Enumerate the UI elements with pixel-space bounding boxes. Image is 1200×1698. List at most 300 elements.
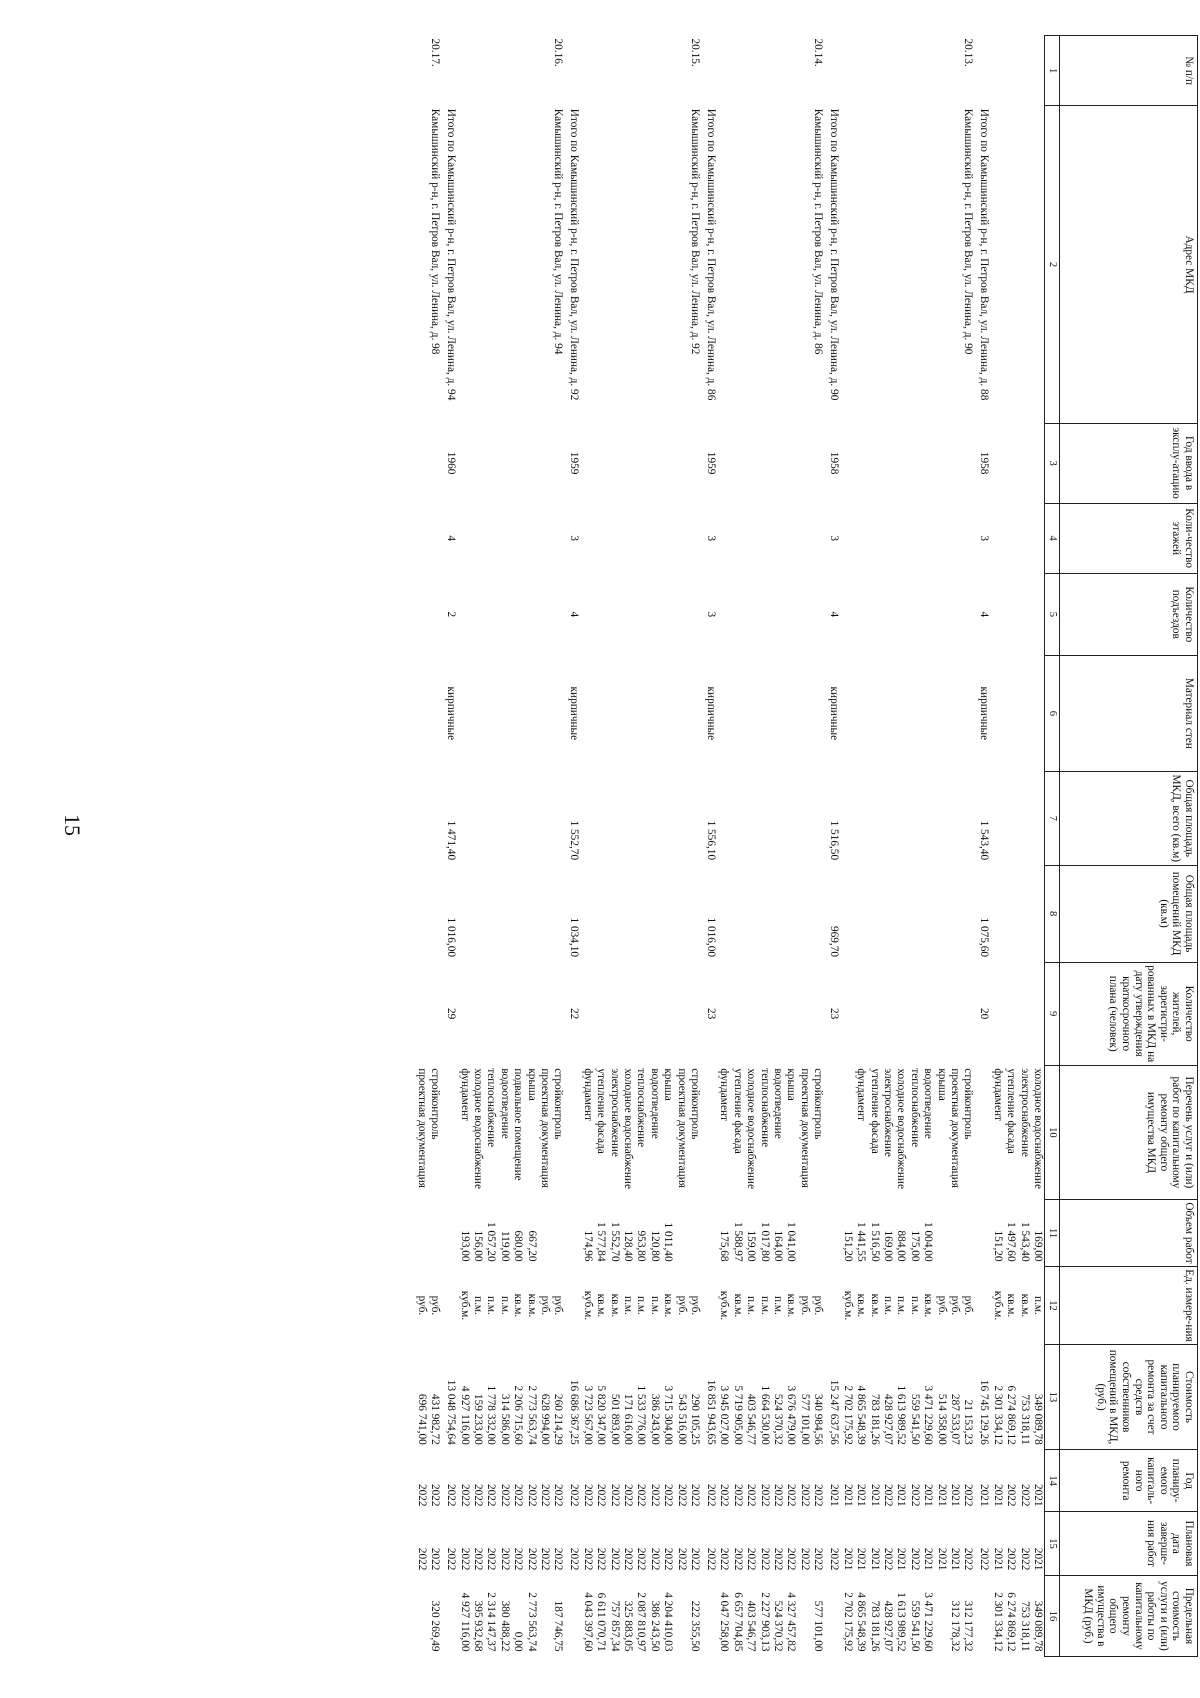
cell-limit-cost: 4 047 258,00: [718, 1592, 731, 1652]
cell-limit-cost: 325 883,05: [622, 1600, 635, 1652]
cell-completion-date: 2022: [635, 1547, 648, 1571]
header-row: [1060, 36, 1198, 1657]
cell-row-number: [798, 36, 811, 106]
table-body: [414, 36, 1044, 1657]
cell-work-volume: [688, 1200, 701, 1267]
repair-plan-table: [414, 35, 1198, 1657]
cell-floors: [811, 503, 824, 573]
cell-entrances: [717, 573, 730, 655]
cell-address: [934, 106, 947, 423]
cell-year-built: [647, 423, 660, 503]
cell-entrances: [907, 573, 920, 655]
cell-total-area: [634, 771, 647, 865]
cell-completion-date: 2022: [689, 1547, 702, 1571]
cell-row-number: [934, 36, 947, 106]
cell-address: [457, 106, 470, 423]
cell-completion-date: 2022: [498, 1547, 511, 1571]
cell-entrances: 3: [705, 611, 718, 618]
table-row: [607, 36, 620, 1657]
cell-work-volume: 175,68: [718, 1230, 731, 1262]
cell-floors: [551, 503, 564, 573]
cell-work-volume: 151,20: [991, 1230, 1004, 1262]
cell-planned-cost: 524 370,32: [772, 1393, 785, 1445]
cell-planned-year: 2021: [895, 1483, 908, 1507]
cell-completion-date: 2022: [429, 1547, 442, 1571]
cell-floors: [717, 503, 730, 573]
table-row: [934, 36, 947, 1657]
cell-unit: кв.м.: [785, 1293, 798, 1318]
cell-work-volume: 680,00: [512, 1230, 525, 1262]
cell-premises-area: 969,70: [828, 925, 841, 958]
cell-premises-area: [961, 865, 974, 962]
cell-planned-year: 2022: [662, 1483, 675, 1507]
cell-work-volume: 120,80: [648, 1230, 661, 1262]
cell-premises-area: [771, 865, 784, 962]
cell-work-volume: 193,00: [458, 1230, 471, 1262]
cell-total-area: [1017, 771, 1030, 865]
cell-entrances: [1017, 573, 1030, 655]
cell-entrances: 2: [445, 611, 458, 618]
cell-row-number: [867, 36, 880, 106]
cell-completion-date: 2021: [868, 1547, 881, 1571]
cell-unit: руб.: [415, 1295, 428, 1316]
table-row: [701, 36, 717, 1657]
cell-wall-material: [894, 655, 907, 771]
cell-entrances: [934, 573, 947, 655]
cell-wall-material: [854, 655, 867, 771]
cell-address: [1004, 106, 1017, 423]
cell-wall-material: [744, 655, 757, 771]
cell-floors: [1004, 503, 1017, 573]
cell-premises-area: [840, 865, 853, 962]
cell-completion-date: 2021: [948, 1547, 961, 1571]
cell-limit-cost: 757 857,34: [608, 1600, 621, 1652]
cell-planned-year: 2021: [855, 1483, 868, 1507]
cell-entrances: 4: [978, 611, 991, 618]
cell-row-number: 20.14.: [812, 38, 825, 67]
cell-address: Камышинский р-н, г. Петров Вал, ул. Ленина, д. 86: [812, 108, 825, 355]
cell-residents: [414, 962, 427, 1065]
cell-premises-area: [934, 865, 947, 962]
cell-year-built: [881, 423, 894, 503]
cell-address: [744, 106, 757, 423]
cell-year-built: [428, 423, 441, 503]
cell-year-built: [1017, 423, 1030, 503]
cell-completion-date: 2022: [908, 1547, 921, 1571]
cell-planned-cost: 543 516,00: [675, 1393, 688, 1445]
cell-year-built: [538, 423, 551, 503]
cell-premises-area: [484, 865, 497, 962]
cell-total-area: [990, 771, 1003, 865]
table-row: [621, 36, 634, 1657]
cell-planned-year: 2021: [948, 1483, 961, 1507]
cell-floors: [894, 503, 907, 573]
cell-row-number: [824, 36, 840, 106]
cell-entrances: [744, 573, 757, 655]
cell-year-built: [1031, 423, 1045, 503]
cell-wall-material: [717, 655, 730, 771]
cell-completion-date: 2022: [471, 1547, 484, 1571]
cell-year-built: [894, 423, 907, 503]
cell-residents: [674, 962, 687, 1065]
cell-limit-cost: 428 927,07: [881, 1600, 894, 1652]
table-row: [674, 36, 687, 1657]
cell-residents: [524, 962, 537, 1065]
cell-completion-date: 2022: [415, 1547, 428, 1571]
cell-planned-cost: 431 982,72: [429, 1393, 442, 1445]
cell-address: [771, 106, 784, 423]
cell-work-volume: 1 441,55: [855, 1222, 868, 1262]
cell-planned-year: 2022: [705, 1483, 718, 1507]
column-number: 6: [1045, 655, 1060, 771]
cell-planned-cost: 5 719 905,00: [731, 1385, 744, 1445]
cell-premises-area: [784, 865, 797, 962]
cell-address: [854, 106, 867, 423]
cell-completion-date: 2022: [785, 1547, 798, 1571]
table-row: [524, 36, 537, 1657]
cell-work-type: теплоснабжение: [758, 1068, 771, 1148]
cell-premises-area: [688, 865, 701, 962]
cell-premises-area: [744, 865, 757, 962]
cell-year-built: [457, 423, 470, 503]
cell-limit-cost: 559 541,50: [908, 1600, 921, 1652]
cell-residents: [717, 962, 730, 1065]
cell-limit-cost: 187 746,75: [552, 1600, 565, 1652]
cell-row-number: 20.15.: [689, 38, 702, 67]
cell-work-volume: [674, 1200, 687, 1267]
cell-unit: руб.: [539, 1295, 551, 1316]
cell-unit: [564, 1267, 580, 1345]
cell-wall-material: [881, 655, 894, 771]
cell-planned-cost: 16 745 129,26: [978, 1379, 991, 1445]
cell-address: Итого по Камышинский р-н, г. Петров Вал, ул. Ленина, д. 92: [568, 108, 581, 401]
cell-total-area: [744, 771, 757, 865]
cell-row-number: [840, 36, 853, 106]
cell-work-type: фундамент: [581, 1068, 594, 1121]
cell-limit-cost: 6 611 070,71: [595, 1592, 608, 1652]
table-row: [840, 36, 853, 1657]
cell-floors: [744, 503, 757, 573]
cell-floors: [881, 503, 894, 573]
cell-floors: [634, 503, 647, 573]
cell-completion-date: 2021: [922, 1547, 935, 1571]
cell-address: [594, 106, 607, 423]
cell-planned-year: 2022: [812, 1483, 825, 1507]
cell-entrances: [784, 573, 797, 655]
cell-wall-material: [538, 655, 551, 771]
cell-work-type: теплоснабжение: [485, 1068, 498, 1148]
cell-limit-cost: 0,00: [512, 1631, 525, 1652]
cell-planned-cost: 16 851 943,65: [705, 1379, 718, 1445]
column-number: 8: [1045, 865, 1060, 962]
cell-residents: [1031, 962, 1045, 1065]
cell-planned-cost: 16 686 367,25: [568, 1379, 581, 1445]
cell-unit: п.м.: [881, 1296, 894, 1315]
cell-residents: [688, 962, 701, 1065]
cell-residents: [1004, 962, 1017, 1065]
cell-row-number: [538, 36, 551, 106]
cell-entrances: [457, 573, 470, 655]
cell-wall-material: [948, 655, 961, 771]
cell-limit-cost: 6 274 869,12: [1005, 1592, 1018, 1652]
cell-work-type: стройконтроль: [812, 1068, 825, 1140]
cell-wall-material: [1017, 655, 1030, 771]
cell-unit: п.м.: [758, 1296, 771, 1315]
cell-floors: 3: [978, 535, 991, 541]
cell-work-volume: 1 017,80: [758, 1222, 771, 1262]
cell-work-volume: [428, 1200, 441, 1267]
cell-planned-year: 2021: [1032, 1483, 1044, 1507]
cell-entrances: [771, 573, 784, 655]
cell-entrances: [497, 573, 510, 655]
cell-residents: [784, 962, 797, 1065]
cell-address: [647, 106, 660, 423]
cell-year-built: [497, 423, 510, 503]
cell-completion-date: 2022: [581, 1547, 594, 1571]
cell-residents: [881, 962, 894, 1065]
cell-unit: п.м.: [772, 1296, 785, 1315]
cell-year-built: [798, 423, 811, 503]
cell-floors: 3: [568, 535, 581, 541]
cell-planned-cost: 577 101,00: [798, 1393, 811, 1445]
cell-wall-material: [647, 655, 660, 771]
cell-address: Камышинский р-н, г. Петров Вал, ул. Ленина, д. 98: [429, 108, 442, 355]
cell-wall-material: [730, 655, 743, 771]
cell-row-number: [730, 36, 743, 106]
cell-row-number: [484, 36, 497, 106]
header-cell: Предельная стоимость услуги и (или) работы по капитальному ремонту общего имущества в МКД (руб.): [1060, 1575, 1198, 1656]
cell-work-volume: 1 004,00: [922, 1222, 935, 1262]
cell-work-volume: 667,20: [525, 1230, 538, 1262]
cell-planned-cost: 1 778 332,00: [485, 1385, 498, 1445]
cell-limit-cost: 4 204 410,03: [662, 1592, 675, 1652]
table-row: [798, 36, 811, 1657]
cell-entrances: [854, 573, 867, 655]
cell-unit: куб.м.: [581, 1290, 594, 1321]
cell-premises-area: [580, 865, 593, 962]
cell-work-type: холодное водоснабжение: [622, 1068, 635, 1189]
cell-entrances: [538, 573, 551, 655]
cell-planned-year: 2022: [785, 1483, 798, 1507]
cell-completion-date: 2022: [718, 1547, 731, 1571]
table-row: [428, 36, 441, 1657]
cell-wall-material: [580, 655, 593, 771]
cell-planned-cost: 3 723 567,00: [581, 1385, 594, 1445]
cell-entrances: [484, 573, 497, 655]
table-row: [1031, 36, 1045, 1657]
cell-premises-area: [921, 865, 934, 962]
cell-premises-area: [607, 865, 620, 962]
cell-unit: руб.: [552, 1295, 565, 1316]
cell-work-type: утепление фасада: [868, 1068, 881, 1154]
cell-limit-cost: 2 702 175,92: [841, 1592, 854, 1652]
cell-total-area: [784, 771, 797, 865]
cell-limit-cost: 2 227 903,13: [758, 1592, 771, 1652]
cell-entrances: [757, 573, 770, 655]
cell-premises-area: [948, 865, 961, 962]
cell-work-volume: 1 516,50: [868, 1222, 881, 1262]
cell-planned-year: 2022: [731, 1483, 744, 1507]
cell-wall-material: [484, 655, 497, 771]
cell-work-type: [840, 1065, 853, 1199]
cell-planned-cost: 260 214,29: [552, 1393, 565, 1445]
cell-completion-date: 2022: [745, 1547, 758, 1571]
cell-planned-year: 2022: [415, 1483, 428, 1507]
cell-total-area: 1 471,40: [445, 820, 458, 861]
cell-planned-cost: 15 247 637,56: [828, 1379, 841, 1445]
cell-year-built: [717, 423, 730, 503]
cell-row-number: [907, 36, 920, 106]
cell-premises-area: [730, 865, 743, 962]
table-row: [771, 36, 784, 1657]
cell-premises-area: 1 016,00: [445, 917, 458, 958]
cell-completion-date: 2021: [935, 1547, 948, 1571]
cell-row-number: [948, 36, 961, 106]
cell-year-built: [621, 423, 634, 503]
cell-limit-cost: 395 932,68: [471, 1600, 484, 1652]
cell-wall-material: [811, 655, 824, 771]
cell-floors: [688, 503, 701, 573]
table-row: [511, 36, 524, 1657]
cell-wall-material: [661, 655, 674, 771]
cell-completion-date: 2022: [978, 1547, 991, 1571]
cell-planned-year: 2022: [552, 1483, 565, 1507]
cell-unit: кв.м.: [608, 1293, 621, 1318]
cell-year-built: [511, 423, 524, 503]
cell-planned-year: 2022: [648, 1483, 661, 1507]
cell-year-built: [580, 423, 593, 503]
column-number: 15: [1045, 1512, 1060, 1576]
cell-floors: 4: [445, 535, 458, 541]
cell-completion-date: 2022: [828, 1547, 841, 1571]
cell-planned-cost: 696 741,00: [415, 1393, 428, 1445]
cell-wall-material: [594, 655, 607, 771]
cell-work-type: утепление фасада: [731, 1068, 744, 1154]
cell-residents: [840, 962, 853, 1065]
cell-planned-year: 2021: [841, 1483, 854, 1507]
cell-work-type: стройконтроль: [689, 1068, 702, 1140]
cell-completion-date: 2022: [512, 1547, 525, 1571]
cell-unit: кв.м.: [1018, 1293, 1031, 1318]
cell-address: Камышинский р-н, г. Петров Вал, ул. Ленина, д. 94: [552, 108, 565, 355]
cell-work-volume: [948, 1200, 961, 1267]
cell-work-volume: [811, 1200, 824, 1267]
cell-work-type: фундамент: [855, 1068, 868, 1121]
cell-total-area: [811, 771, 824, 865]
table-row: [688, 36, 701, 1657]
cell-completion-date: 2022: [1018, 1547, 1031, 1571]
cell-planned-cost: 4 927 116,00: [458, 1385, 471, 1445]
cell-wall-material: [607, 655, 620, 771]
cell-wall-material: [457, 655, 470, 771]
cell-entrances: [948, 573, 961, 655]
cell-unit: п.м.: [622, 1296, 635, 1315]
cell-row-number: [771, 36, 784, 106]
cell-total-area: [840, 771, 853, 865]
cell-address: Камышинский р-н, г. Петров Вал, ул. Ленина, д. 90: [962, 108, 975, 355]
cell-work-volume: 1 057,20: [485, 1222, 498, 1262]
cell-address: [798, 106, 811, 423]
table-row: [647, 36, 660, 1657]
cell-residents: [730, 962, 743, 1065]
cell-wall-material: [990, 655, 1003, 771]
table-row: [854, 36, 867, 1657]
cell-completion-date: 2022: [622, 1547, 635, 1571]
cell-entrances: [730, 573, 743, 655]
cell-floors: [840, 503, 853, 573]
cell-limit-cost: [441, 1575, 457, 1656]
cell-work-volume: [414, 1200, 427, 1267]
cell-floors: [934, 503, 947, 573]
cell-row-number: [497, 36, 510, 106]
table-row: [471, 36, 484, 1657]
cell-unit: п.м.: [1032, 1296, 1044, 1315]
table-row: [867, 36, 880, 1657]
cell-planned-cost: 783 181,26: [868, 1393, 881, 1445]
cell-work-type: водоотведение: [922, 1068, 935, 1139]
cell-total-area: 1 552,70: [568, 820, 581, 861]
cell-unit: кв.м.: [855, 1293, 868, 1318]
table-row: [580, 36, 593, 1657]
cell-work-volume: [538, 1200, 551, 1267]
cell-planned-year: 2021: [935, 1483, 948, 1507]
cell-residents: [961, 962, 974, 1065]
cell-work-type: электроснабжение: [1018, 1068, 1031, 1157]
cell-unit: кв.м.: [1005, 1293, 1018, 1318]
cell-work-volume: 174,96: [581, 1230, 594, 1262]
cell-premises-area: [457, 865, 470, 962]
cell-wall-material: [674, 655, 687, 771]
cell-premises-area: [757, 865, 770, 962]
cell-planned-year: 2022: [445, 1483, 458, 1507]
cell-work-volume: [551, 1200, 564, 1267]
column-number: 11: [1045, 1200, 1060, 1267]
column-number: 10: [1045, 1065, 1060, 1199]
cell-planned-cost: 349 089,78: [1032, 1393, 1044, 1445]
cell-total-area: [948, 771, 961, 865]
cell-unit: кв.м.: [512, 1293, 525, 1318]
cell-work-type: проектная документация: [415, 1068, 428, 1188]
cell-wall-material: [757, 655, 770, 771]
cell-entrances: [840, 573, 853, 655]
cell-limit-cost: 4 043 397,60: [581, 1592, 594, 1652]
cell-total-area: [921, 771, 934, 865]
cell-wall-material: [428, 655, 441, 771]
cell-premises-area: [551, 865, 564, 962]
cell-address: [471, 106, 484, 423]
cell-floors: [990, 503, 1003, 573]
cell-limit-cost: 577 101,00: [812, 1600, 825, 1652]
cell-completion-date: 2021: [841, 1547, 854, 1571]
cell-row-number: [621, 36, 634, 106]
cell-unit: кв.м.: [868, 1293, 881, 1318]
cell-residents: [661, 962, 674, 1065]
header-cell: Стоимость планируемого капитального ремонта за счет средств собственников помещений в МКД, (руб.): [1060, 1344, 1198, 1449]
header-cell: Ед. измере-ния: [1060, 1267, 1198, 1345]
cell-row-number: [441, 36, 457, 106]
cell-premises-area: [594, 865, 607, 962]
cell-planned-year: 2022: [881, 1483, 894, 1507]
cell-wall-material: [784, 655, 797, 771]
cell-completion-date: 2022: [568, 1547, 581, 1571]
cell-residents: [497, 962, 510, 1065]
cell-total-area: [428, 771, 441, 865]
cell-premises-area: [497, 865, 510, 962]
header-cell: Перечень услуг и (или) работ по капитальному ремонту общего имущества МКД: [1060, 1065, 1198, 1199]
cell-planned-cost: 4 865 548,39: [855, 1385, 868, 1445]
cell-floors: [674, 503, 687, 573]
cell-entrances: [621, 573, 634, 655]
